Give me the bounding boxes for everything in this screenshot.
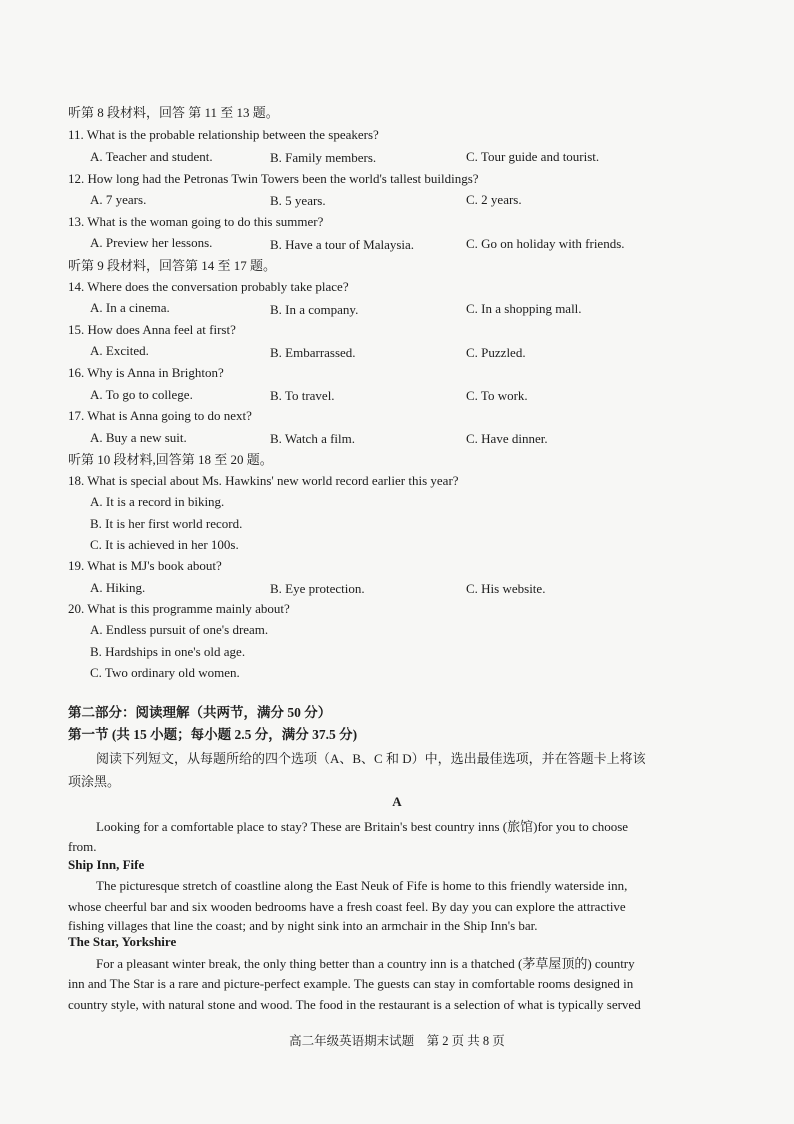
q14-option-a: A. In a cinema. [90, 300, 170, 315]
q15-option-c: C. Puzzled. [466, 345, 526, 360]
question-13-stem: 13. What is the woman going to do this summer? [68, 214, 324, 229]
reading-instruction-line2: 项涂黑。 [68, 774, 121, 789]
q17-option-b: B. Watch a film. [270, 431, 356, 446]
q15-option-a: A. Excited. [90, 343, 149, 358]
q14-option-c: C. In a shopping mall. [466, 301, 582, 316]
listening-intro-8: 听第 8 段材料，回答 第 11 至 13 题。 [68, 105, 279, 120]
listening-intro-10: 听第 10 段材料,回答第 18 至 20 题。 [68, 452, 273, 467]
inn2-line2: inn and The Star is a rare and picture-perfect example. The guests can stay in comfortable rooms designed in [68, 976, 634, 991]
q17-option-c: C. Have dinner. [466, 431, 548, 446]
inn1-title: Ship Inn, Fife [68, 857, 145, 872]
question-19-stem: 19. What is MJ's book about? [68, 558, 222, 573]
q16-option-c: C. To work. [466, 388, 528, 403]
question-14-stem: 14. Where does the conversation probably take place? [68, 279, 349, 294]
q19-option-a: A. Hiking. [90, 580, 146, 595]
inn2-line3: country style, with natural stone and wood. The food in the restaurant is a selection of what is typically served [68, 997, 641, 1012]
section-one-title: 第一节 (共 15 小题；每小题 2.5 分，满分 37.5 分) [68, 727, 358, 742]
inn2-line1: For a pleasant winter break, the only thing better than a country inn is a thatched (茅草屋顶的) country [96, 956, 635, 971]
q17-option-a: A. Buy a new suit. [90, 430, 187, 445]
q15-option-b: B. Embarrassed. [270, 345, 356, 360]
q12-option-b: B. 5 years. [270, 193, 326, 208]
q20-option-a: A. Endless pursuit of one's dream. [90, 622, 269, 637]
q19-option-c: C. His website. [466, 581, 546, 596]
reading-instruction-line1: 阅读下列短文，从每题所给的四个选项（A、B、C 和 D）中，选出最佳选项，并在答题卡上将该 [96, 751, 646, 766]
intro-line2: from. [68, 839, 97, 854]
q14-option-b: B. In a company. [270, 302, 359, 317]
q11-option-b: B. Family members. [270, 150, 377, 165]
q16-option-b: B. To travel. [270, 388, 335, 403]
intro-line1: Looking for a comfortable place to stay? These are Britain's best country inns (旅馆)for you to choose [96, 819, 629, 834]
question-12-stem: 12. How long had the Petronas Twin Towers been the world's tallest buildings? [68, 171, 479, 186]
q12-option-c: C. 2 years. [466, 192, 522, 207]
q20-option-b: B. Hardships in one's old age. [90, 644, 246, 659]
question-11-stem: 11. What is the probable relationship between the speakers? [68, 127, 379, 142]
q18-option-b: B. It is her first world record. [90, 516, 243, 531]
inn1-line1: The picturesque stretch of coastline along the East Neuk of Fife is home to this friendly waterside inn, [96, 878, 628, 893]
question-20-stem: 20. What is this programme mainly about? [68, 601, 290, 616]
part-two-title: 第二部分：阅读理解（共两节，满分 50 分） [68, 705, 332, 720]
page-footer: 高二年级英语期末试题 第 2 页 共 8 页 [289, 1034, 505, 1048]
q19-option-b: B. Eye protection. [270, 581, 365, 596]
q18-option-a: A. It is a record in biking. [90, 494, 225, 509]
q18-option-c: C. It is achieved in her 100s. [90, 537, 239, 552]
q11-option-c: C. Tour guide and tourist. [466, 149, 600, 164]
question-17-stem: 17. What is Anna going to do next? [68, 408, 252, 423]
inn1-line2: whose cheerful bar and six wooden bedrooms have a fresh coast feel. By day you can explore the attractive [68, 899, 626, 914]
listening-intro-9: 听第 9 段材料，回答第 14 至 17 题。 [68, 258, 277, 273]
passage-label: A [392, 794, 402, 809]
question-18-stem: 18. What is special about Ms. Hawkins' new world record earlier this year? [68, 473, 459, 488]
q20-option-c: C. Two ordinary old women. [90, 665, 240, 680]
q12-option-a: A. 7 years. [90, 192, 147, 207]
question-16-stem: 16. Why is Anna in Brighton? [68, 365, 224, 380]
q13-option-b: B. Have a tour of Malaysia. [270, 237, 415, 252]
q13-option-c: C. Go on holiday with friends. [466, 236, 625, 251]
q11-option-a: A. Teacher and student. [90, 149, 213, 164]
q16-option-a: A. To go to college. [90, 387, 193, 402]
inn1-line3: fishing villages that line the coast; and by night sink into an armchair in the Ship Inn's bar. [68, 918, 538, 933]
inn2-title: The Star, Yorkshire [68, 934, 177, 949]
q13-option-a: A. Preview her lessons. [90, 235, 213, 250]
question-15-stem: 15. How does Anna feel at first? [68, 322, 236, 337]
